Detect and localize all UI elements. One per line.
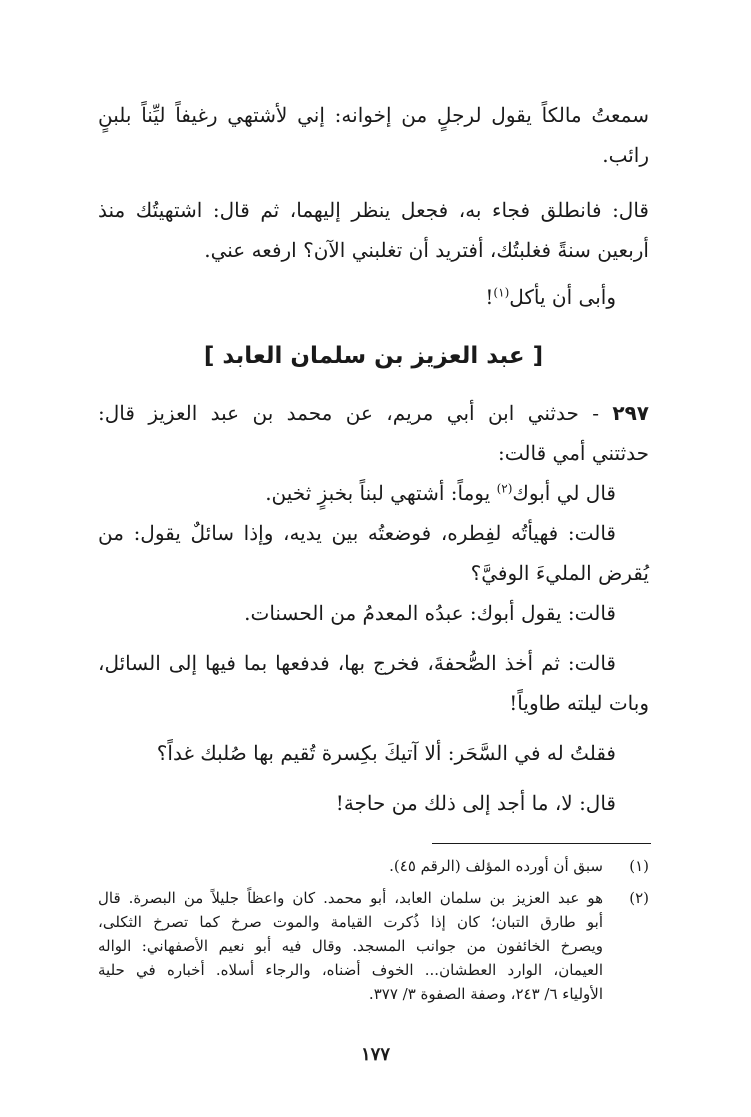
paragraph-10: قال: لا، ما أجد إلى ذلك من حاجة! (335, 791, 616, 815)
paragraph-6-line-1: قالت: فهيأتُه لفِطره، فوضعتُه بين يديه، وإذا سائلٌ يقول: من (98, 521, 616, 545)
footnote-1: سبق أن أورده المؤلف (الرقم ٤٥). (389, 857, 603, 875)
paragraph-5-text-a: قال لي أبوك (512, 481, 616, 505)
footnote-1-mark: (١) (629, 857, 649, 875)
footnote-separator (432, 843, 651, 844)
footnote-2-line-5: الأولياء ٦/ ٢٤٣، وصفة الصفوة ٣/ ٣٧٧. (368, 985, 603, 1003)
paragraph-3-text: وأبى أن يأكل (509, 285, 616, 309)
paragraph-9: فقلتُ له في السَّحَر: ألا آتيكَ بكِسرة تُقيم بها صُلبك غداً؟ (156, 741, 616, 765)
paragraph-3-end: ! (485, 285, 494, 309)
paragraph-4-line-1 (98, 398, 649, 428)
paragraph-2-line-1: قال: فانطلق فجاء به، فجعل ينظر إليهما، ثم قال: اشتهيتُك منذ (98, 198, 649, 222)
paragraph-2-line-2: أربعين سنةً فغلبتُك، أفتريد أن تغلبني الآن؟ ارفعه عني. (204, 238, 649, 262)
paragraph-4-line-2: حدثتني أمي قالت: (498, 441, 649, 465)
paragraph-8-line-1: قالت: ثم أخذ الصُّحفةَ، فخرج بها، فدفعها بما فيها إلى السائل، (98, 651, 616, 675)
footnote-2-line-1: هو عبد العزيز بن سلمان العابد، أبو محمد. كان واعظاً جليلاً من البصرة. قال (98, 889, 603, 907)
footnote-2-line-3: ويصرخ الخائفون من جوانب المسجد. وقال فيه أبو نعيم الأصفهاني: الواله (98, 937, 603, 955)
paragraph-6-line-2: يُقرض المليءَ الوفيَّ؟ (470, 561, 649, 585)
footnote-2-line-4: العيمان، الوارد العطشان... الخوف أضناه، والرجاء أسلاه. أخباره في حلية (98, 961, 603, 979)
paragraph-5-text-b: يوماً: أشتهي لبناً بخبزٍ ثخين. (265, 481, 497, 505)
paragraph-1-line-2: رائب. (602, 143, 649, 167)
section-heading: [ عبد العزيز بن سلمان العابد ] (203, 343, 544, 369)
paragraph-7: قالت: يقول أبوك: عبدُه المعدمُ من الحسنات. (244, 601, 616, 625)
paragraph-8-line-2: وبات ليلته طاوياً! (509, 691, 649, 715)
paragraph-4-line-1-text: - حدثني ابن أبي مريم، عن محمد بن عبد العزيز قال: (98, 401, 599, 425)
paragraph-1-line-1: سمعتُ مالكاً يقول لرجلٍ من إخوانه: إني لأشتهي رغيفاً ليِّناً بلبنٍ (98, 103, 649, 127)
footnote-ref-2: (٢) (496, 481, 513, 496)
paragraph-3 (98, 282, 616, 312)
page-number: ١٧٧ (360, 1044, 390, 1065)
footnote-2-line-2: أبو طارق التبان؛ كان إذا ذُكرت القيامة والموت صرخ كما تصرخ الثكلى، (98, 913, 603, 931)
paragraph-5 (98, 478, 616, 508)
footnote-ref-1: (١) (493, 285, 510, 300)
entry-number: ٢٩٧ (612, 401, 649, 425)
footnote-2-mark: (٢) (629, 889, 649, 907)
